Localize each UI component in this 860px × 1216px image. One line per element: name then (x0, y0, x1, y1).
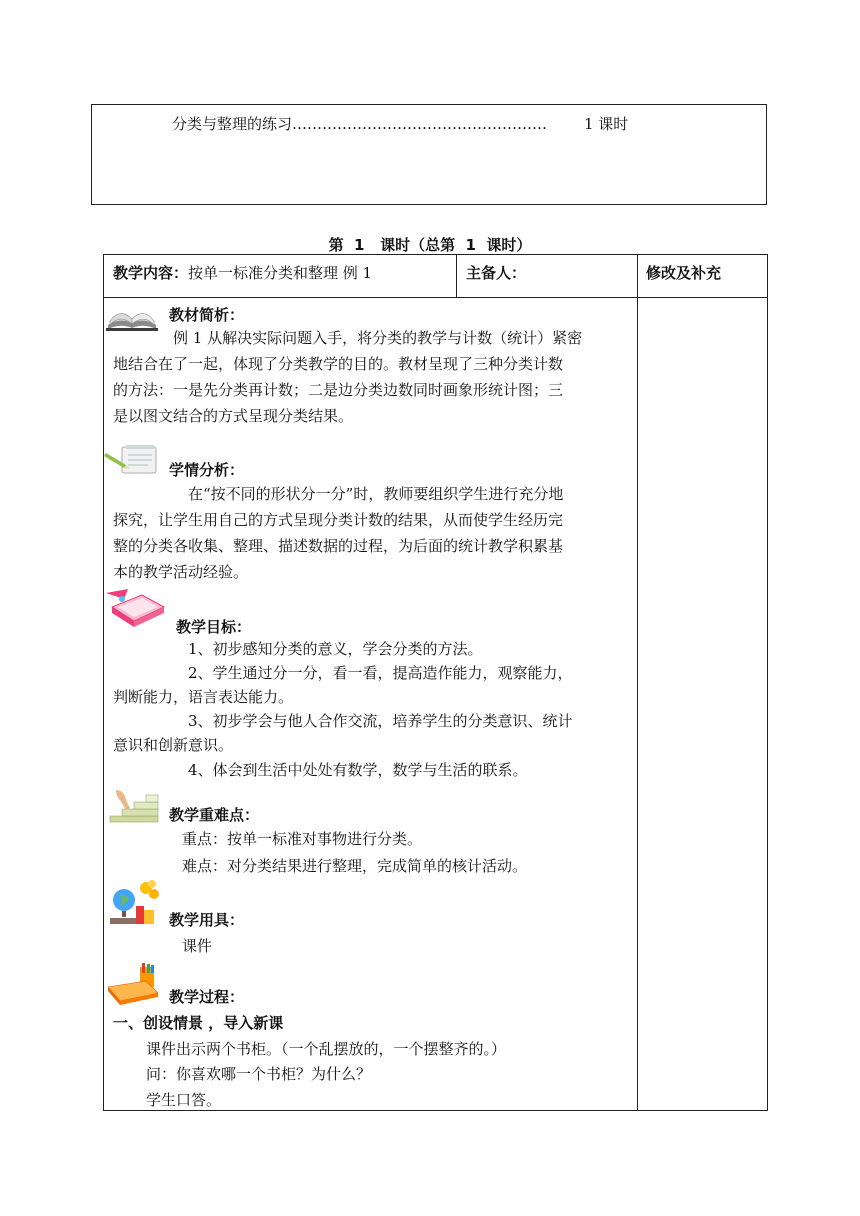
process-line-1: 课件出示两个书柜。（一个乱摆放的，一个摆整齐的。） (146, 1040, 507, 1058)
process-line-2: 问：你喜欢哪一个书柜？为什么？ (146, 1065, 372, 1083)
tools-line-1: 课件 (182, 937, 213, 955)
goals-line-4: 3、初步学会与他人合作交流，培养学生的分类意识、统计 (188, 712, 573, 730)
goals-line-6: 4、体会到生活中处处有数学，数学与生活的联系。 (188, 761, 528, 779)
header-divider (104, 297, 767, 298)
stairs-hand-icon (108, 788, 160, 824)
lesson-plan-table (103, 254, 768, 1111)
students-title: 学情分析： (169, 461, 245, 479)
notebook-pencils-icon (106, 963, 160, 1005)
tools-title: 教学用具： (169, 911, 245, 929)
goals-line-2: 2、学生通过分一分，看一看，提高造作能力，观察能力， (188, 664, 573, 682)
notepad-pencil-icon (104, 443, 160, 477)
textbook-line-4: 是以图文结合的方式呈现分类结果。 (113, 407, 354, 425)
globe-supplies-icon (106, 880, 160, 926)
students-line-3: 整的分类各收集、整理、描述数据的过程，为后面的统计教学积累基 (113, 537, 564, 555)
content-header (113, 262, 372, 283)
process-step-1: 一、创设情景 ，导入新课 (113, 1014, 284, 1032)
goals-line-3: 判断能力，语言表达能力。 (113, 688, 294, 706)
revise-label: 修改及补充 (646, 264, 722, 282)
toc-hours: 1 课时 (584, 115, 629, 133)
lesson-title: 第 1 课时（总第 1 课时） (328, 236, 532, 254)
students-line-1: 在“按不同的形状分一分”时，教师要组织学生进行充分地 (188, 485, 564, 503)
students-line-2: 探究，让学生用自己的方式呈现分类计数的结果，从而使学生经历完 (113, 511, 564, 529)
goals-line-1: 1、初步感知分类的意义，学会分类的方法。 (188, 640, 483, 658)
content-label: 教学内容： (113, 264, 189, 282)
revise-col-divider (637, 255, 638, 1110)
textbook-title: 教材简析： (169, 306, 245, 324)
content-value: 按单一标准分类和整理 例 1 (188, 264, 373, 282)
process-line-3: 学生口答。 (146, 1091, 222, 1109)
goals-title: 教学目标： (176, 618, 252, 636)
preparer-label: 主备人： (466, 264, 527, 282)
keypoints-line-2: 难点：对分类结果进行整理，完成简单的核计活动。 (182, 857, 528, 875)
toc-box (91, 104, 767, 205)
toc-dots: …………………………………………… (292, 115, 548, 133)
textbook-line-3: 的方法：一是先分类再计数；二是边分类边数同时画象形统计图；三 (113, 381, 564, 399)
students-line-4: 本的教学活动经验。 (113, 563, 249, 581)
process-title: 教学过程： (169, 988, 245, 1006)
header-col-divider (456, 255, 457, 297)
toc-entry-label: 分类与整理的练习 (172, 115, 293, 133)
revise-header (646, 262, 721, 283)
pink-book-icon (106, 587, 166, 629)
keypoints-line-1: 重点：按单一标准对事物进行分类。 (182, 830, 423, 848)
toc-entry (172, 113, 547, 134)
textbook-line-1: 例 1 从解决实际问题入手，将分类的教学与计数（统计）紧密 (173, 329, 583, 347)
goals-line-5: 意识和创新意识。 (113, 736, 234, 754)
keypoints-title: 教学重难点： (169, 806, 260, 824)
textbook-line-2: 地结合在了一起，体现了分类教学的目的。教材呈现了三种分类计数 (113, 355, 564, 373)
open-book-icon (106, 299, 158, 331)
preparer-header (466, 262, 526, 283)
